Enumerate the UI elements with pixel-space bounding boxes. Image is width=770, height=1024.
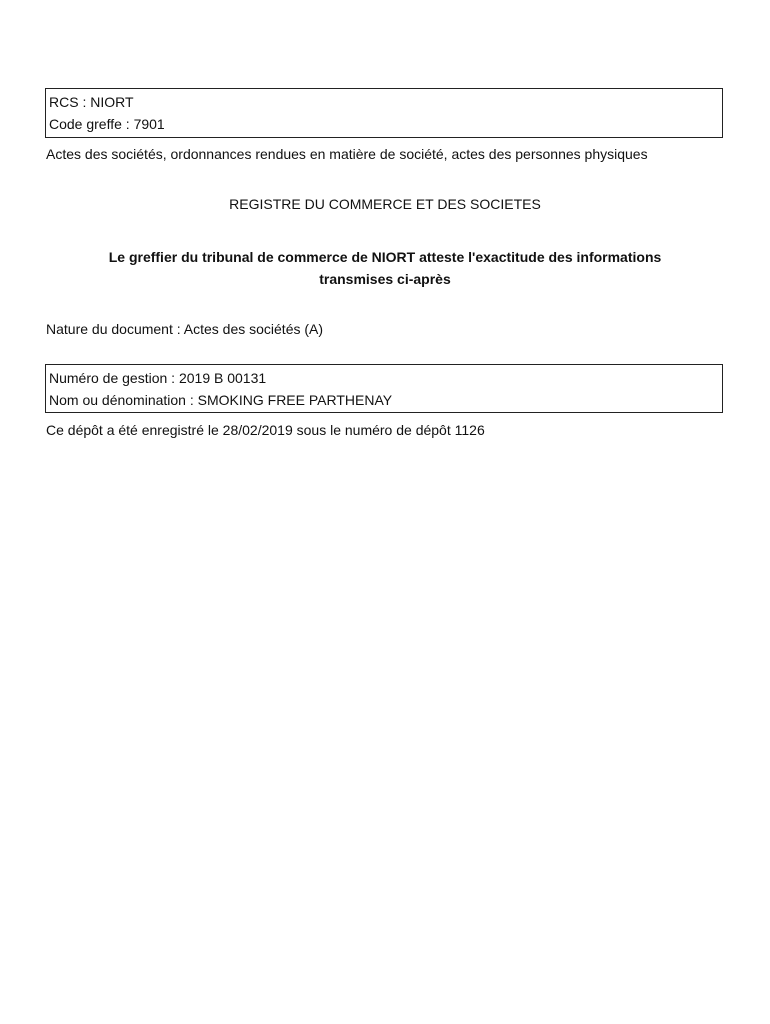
numero-gestion-label: Numéro de gestion : 2019 B 00131 xyxy=(49,370,267,386)
attestation-statement xyxy=(60,246,710,290)
depot-statement: Ce dépôt a été enregistré le 28/02/2019 sous le numéro de dépôt 1126 xyxy=(46,422,485,438)
rcs-info-box xyxy=(45,88,723,138)
code-greffe-label: Code greffe : 7901 xyxy=(49,116,165,132)
attestation-line-1: Le greffier du tribunal de commerce de NIORT atteste l'exactitude des informations xyxy=(108,249,662,265)
actes-description: Actes des sociétés, ordonnances rendues en matière de société, actes des personnes physiques xyxy=(46,146,648,162)
nature-document: Nature du document : Actes des sociétés (A) xyxy=(46,321,324,337)
rcs-label: RCS : NIORT xyxy=(49,94,134,110)
registre-title: REGISTRE DU COMMERCE ET DES SOCIETES xyxy=(229,196,541,212)
gestion-info-box xyxy=(45,364,723,413)
attestation-line-2: transmises ci-après xyxy=(319,271,451,287)
denomination-label: Nom ou dénomination : SMOKING FREE PARTHENAY xyxy=(49,392,393,408)
